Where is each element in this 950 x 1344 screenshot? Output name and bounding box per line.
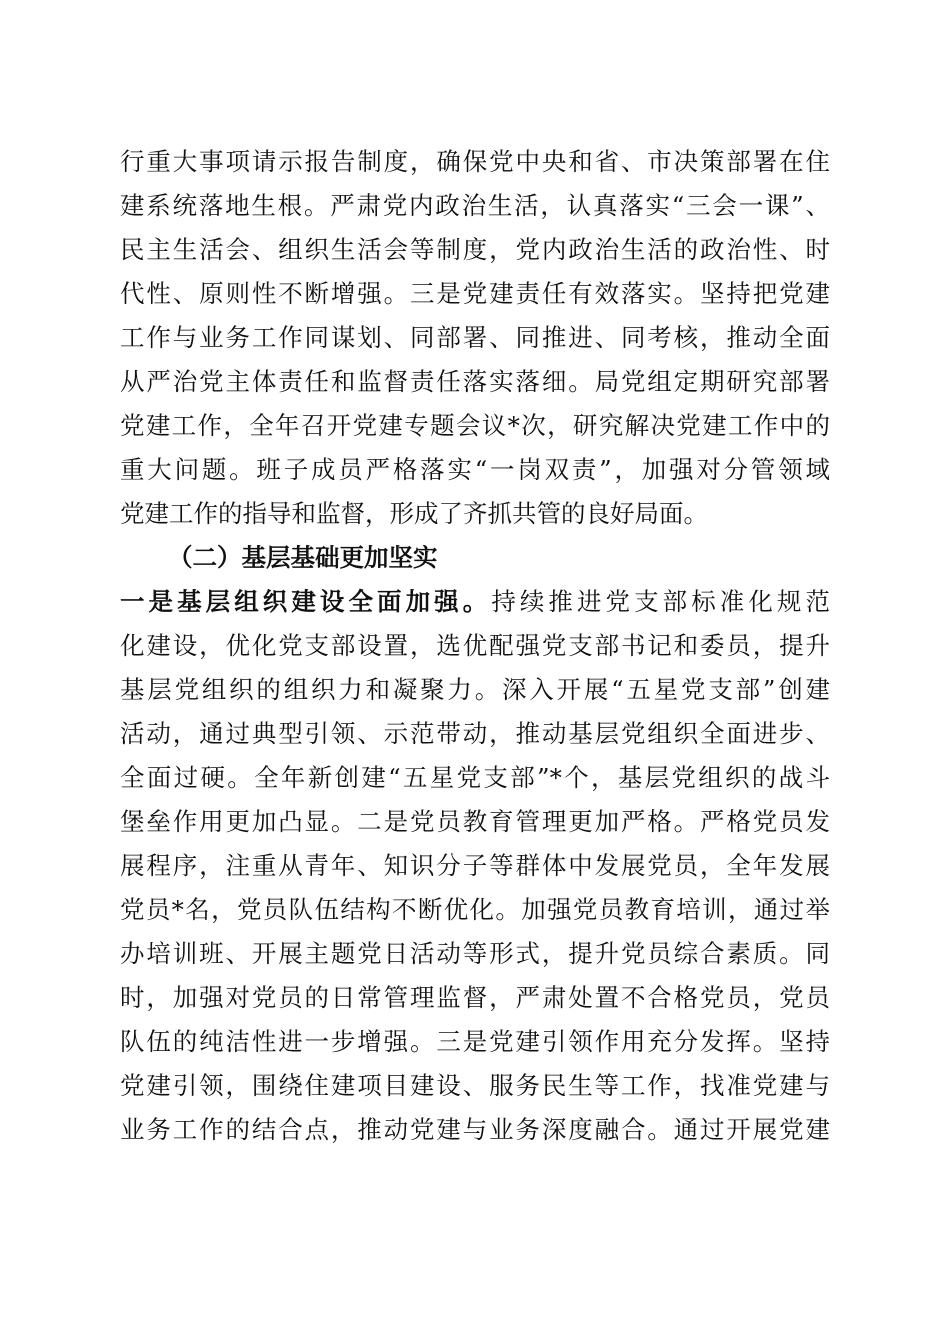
text-line: 重大问题。班子成员严格落实“一岗双责”，加强对分管领域: [120, 455, 830, 484]
text-line: 民主生活会、组织生活会等制度，党内政治生活的政治性、时: [120, 235, 830, 264]
text-line: 堡垒作用更加凸显。二是党员教育管理更加严格。严格党员发: [120, 807, 830, 836]
text-line: 活动，通过典型引领、示范带动，推动基层党组织全面进步、: [120, 719, 830, 748]
text-line: 全面过硬。全年新创建“五星党支部”*个，基层党组织的战斗: [120, 763, 830, 792]
text-line: 代性、原则性不断增强。三是党建责任有效落实。坚持把党建: [120, 279, 830, 308]
text-line: 党员*名，党员队伍结构不断优化。加强党员教育培训，通过举: [120, 895, 830, 924]
text-line: 时，加强对党员的日常管理监督，严肃处置不合格党员，党员: [120, 983, 830, 1012]
text-line: 办培训班、开展主题党日活动等形式，提升党员综合素质。同: [120, 939, 830, 968]
section-heading: （二）基层基础更加坚实: [168, 543, 438, 572]
text-line: 化建设，优化党支部设置，选优配强党支部书记和委员，提升: [120, 631, 830, 660]
text-line: 展程序，注重从青年、知识分子等群体中发展党员，全年发展: [120, 851, 830, 880]
text-line: 党建工作，全年召开党建专题会议*次，研究解决党建工作中的: [120, 411, 830, 440]
text-line: 工作与业务工作同谋划、同部署、同推进、同考核，推动全面: [120, 323, 830, 352]
text-line-first: [120, 582, 830, 622]
text-line: 党建引领，围绕住建项目建设、服务民生等工作，找准党建与: [120, 1071, 830, 1100]
text-line: 行重大事项请示报告制度，确保党中央和省、市决策部署在住: [120, 147, 830, 176]
text-line: 建系统落地生根。严肃党内政治生活，认真落实“三会一课”、: [120, 191, 830, 220]
paragraph-lead-phrase: 一是基层组织建设全面加强。: [120, 587, 492, 616]
text-line: 从严治党主体责任和监督责任落实落细。局党组定期研究部署: [120, 367, 830, 396]
text-line: 业务工作的结合点，推动党建与业务深度融合。通过开展党建: [120, 1115, 830, 1144]
text-line: 基层党组织的组织力和凝聚力。深入开展“五星党支部”创建: [120, 675, 830, 704]
text-line: 党建工作的指导和监督，形成了齐抓共管的良好局面。: [120, 499, 708, 528]
text-line-rest: 持续推进党支部标准化规范: [491, 587, 830, 616]
text-line: 队伍的纯洁性进一步增强。三是党建引领作用充分发挥。坚持: [120, 1027, 830, 1056]
